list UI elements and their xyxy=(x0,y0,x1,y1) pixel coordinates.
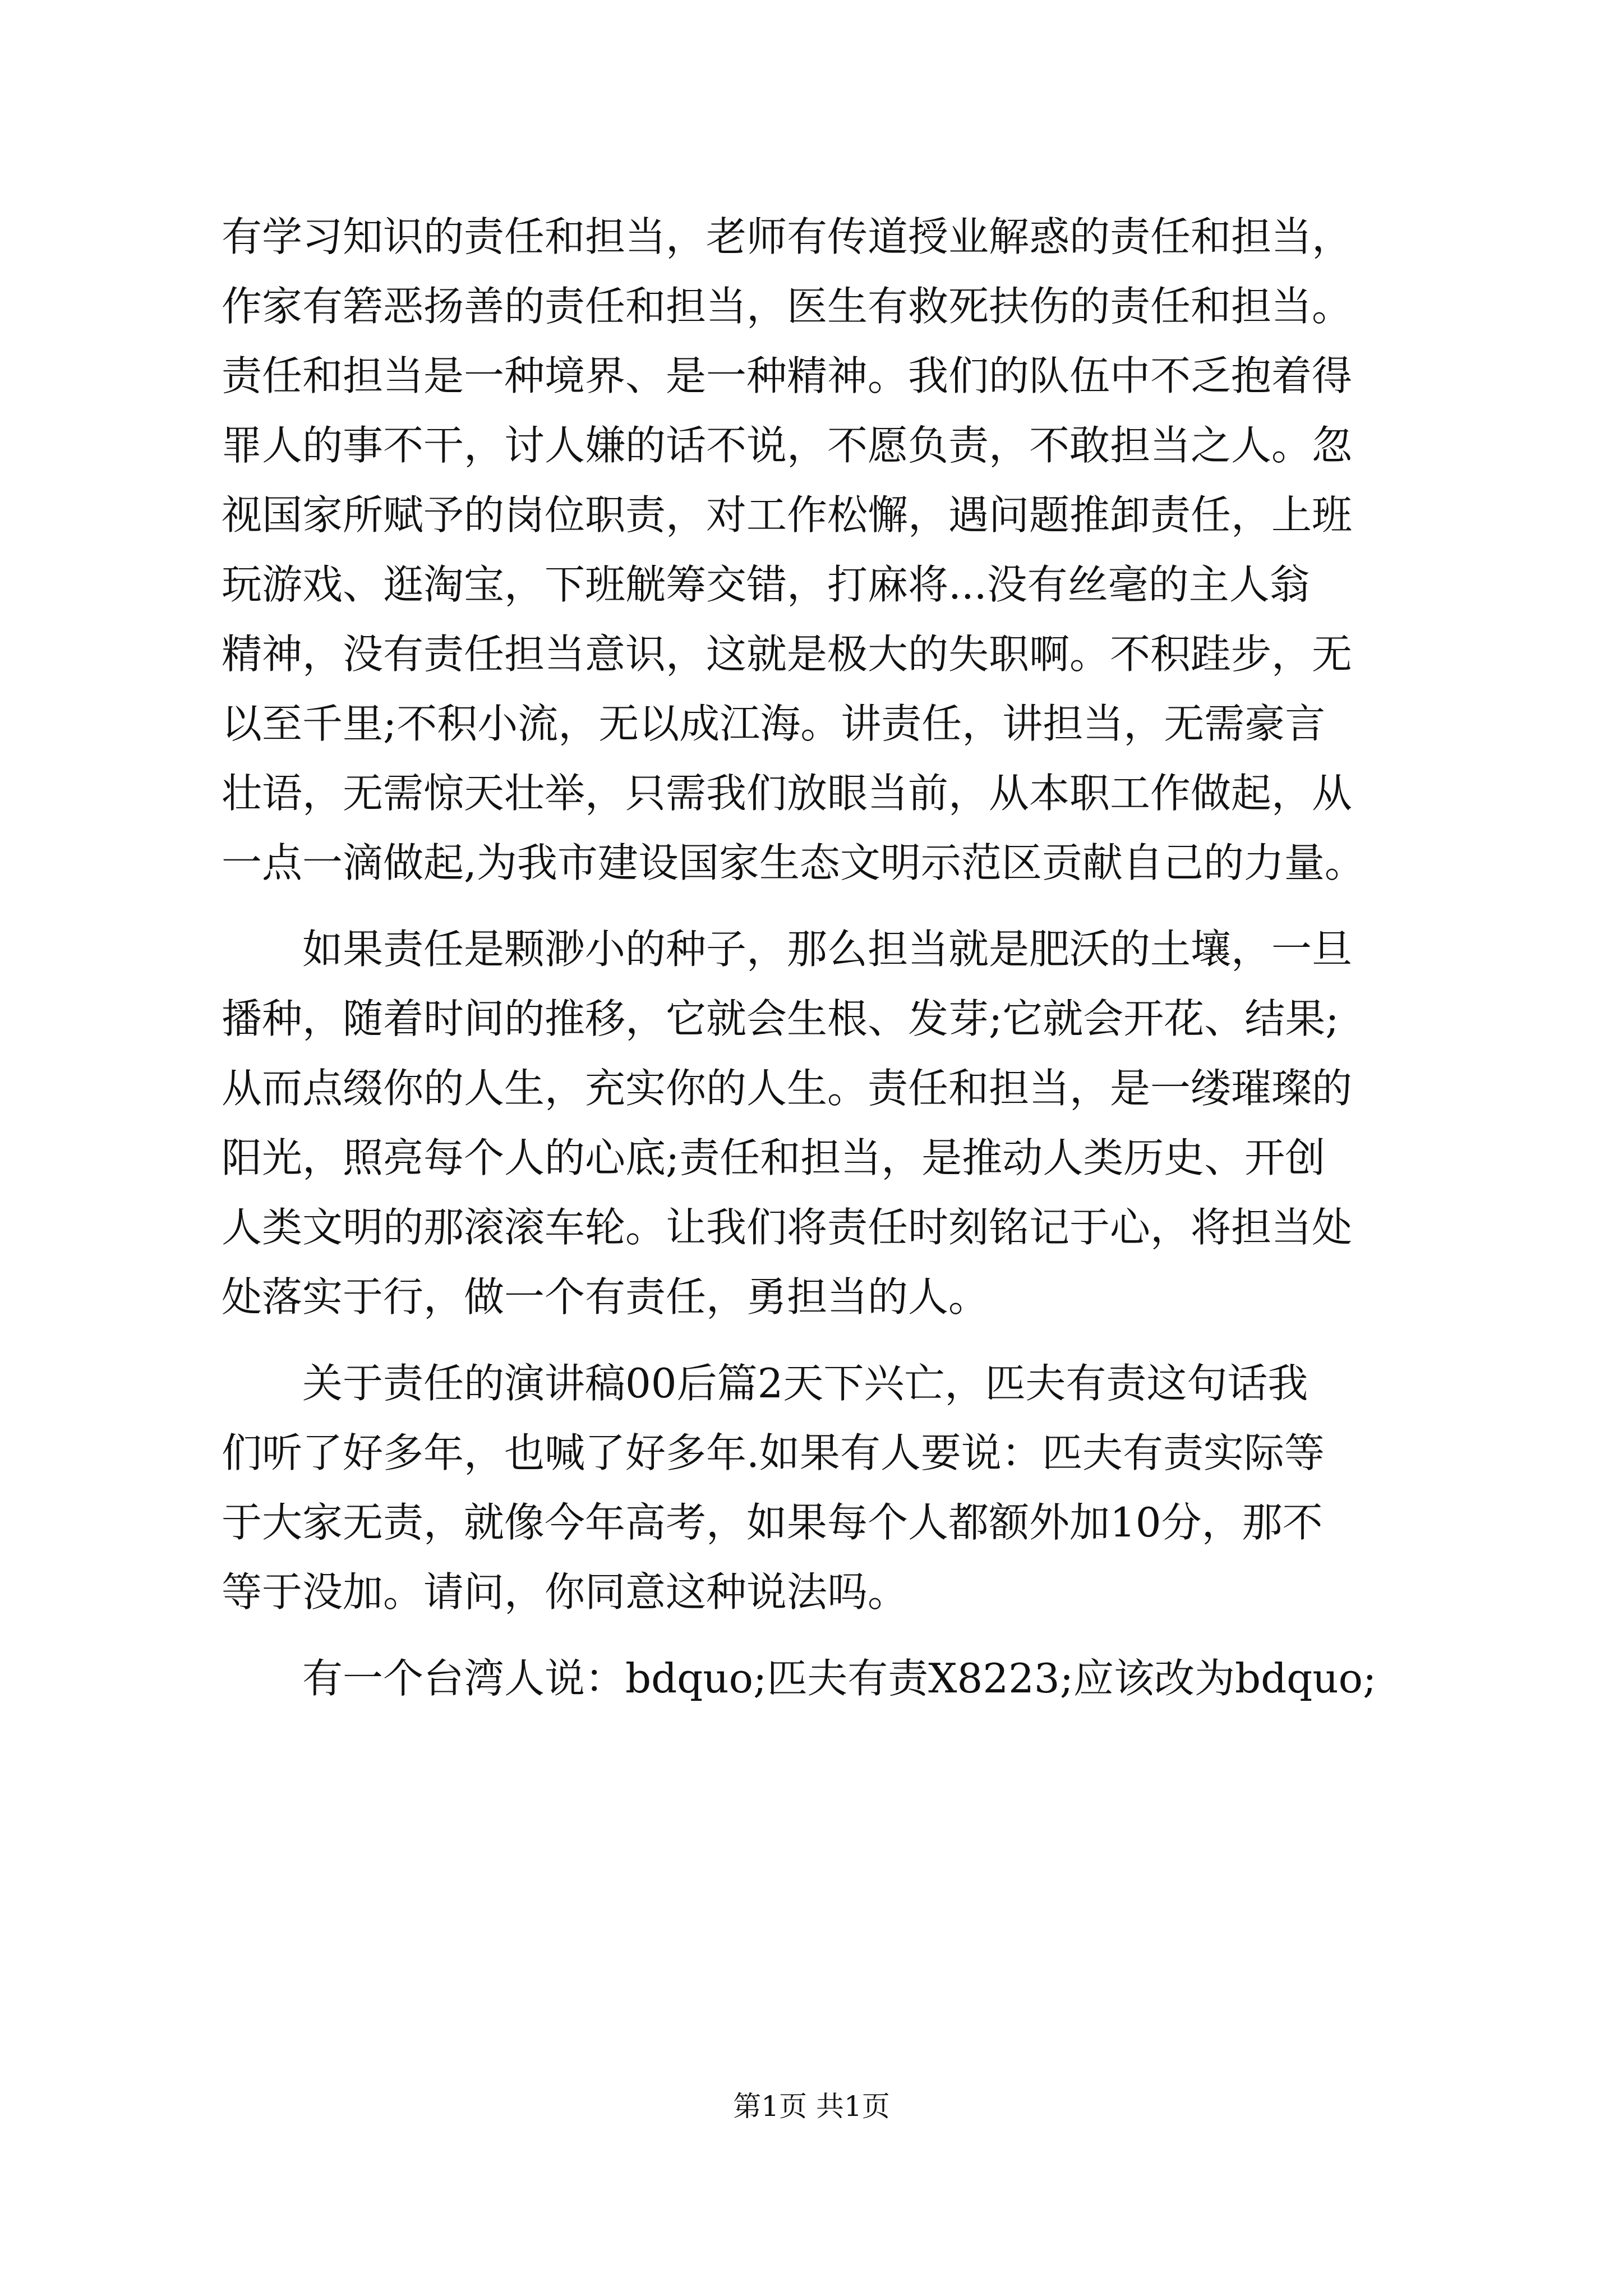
document-body xyxy=(222,202,1422,1713)
paragraph-2 xyxy=(222,914,1422,1332)
text-line: 精神，没有责任担当意识，这就是极大的失职啊。不积跬步，无 xyxy=(222,631,1353,678)
text-line: 以至千里;不积小流，无以成江海。讲责任，讲担当，无需豪言 xyxy=(222,700,1326,747)
text-line: 罪人的事不干，讨人嫌的话不说，不愿负责，不敢担当之人。忽 xyxy=(222,422,1353,469)
text-line: 责任和担当是一种境界、是一种精神。我们的队伍中不乏抱着得 xyxy=(222,352,1353,399)
text-line: 播种，随着时间的推移，它就会生根、发芽;它就会开花、结果; xyxy=(222,995,1339,1042)
text-line: 一点一滴做起,为我市建设国家生态文明示范区贡献自己的力量。 xyxy=(222,839,1365,886)
paragraph-spacer xyxy=(222,1627,1422,1644)
text-line: 作家有箬恶扬善的责任和担当，医生有救死扶伤的责任和担当。 xyxy=(222,283,1353,330)
paragraph-spacer xyxy=(222,1332,1422,1349)
text-line: 如果责任是颗渺小的种子，那么担当就是肥沃的土壤，一旦 xyxy=(302,926,1353,973)
paragraph-4 xyxy=(222,1644,1422,1713)
paragraph-spacer xyxy=(222,898,1422,914)
paragraph-1 xyxy=(222,202,1422,898)
text-line: 玩游戏、逛淘宝，下班觥筹交错，打麻将...没有丝毫的主人翁 xyxy=(222,561,1310,608)
text-line: 有一个台湾人说：bdquo;匹夫有责X8223;应该改为bdquo; xyxy=(302,1655,1377,1702)
text-line: 关于责任的演讲稿00后篇2天下兴亡，匹夫有责这句话我 xyxy=(302,1360,1308,1407)
text-line: 人类文明的那滚滚车轮。让我们将责任时刻铭记于心，将担当处 xyxy=(222,1204,1353,1251)
text-line: 处落实于行，做一个有责任，勇担当的人。 xyxy=(222,1273,989,1320)
text-line: 等于没加。请问，你同意这种说法吗。 xyxy=(222,1568,909,1616)
text-line: 有学习知识的责任和担当，老师有传道授业解惑的责任和担当， xyxy=(222,213,1353,260)
text-line: 们听了好多年，也喊了好多年.如果有人要说：匹夫有责实际等 xyxy=(222,1429,1325,1476)
text-line: 阳光，照亮每个人的心底;责任和担当，是推动人类历史、开创 xyxy=(222,1134,1326,1181)
text-line: 视国家所赋予的岗位职责，对工作松懈，遇问题推卸责任，上班 xyxy=(222,491,1353,539)
paragraph-3 xyxy=(222,1349,1422,1627)
text-line: 壮语，无需惊天壮举，只需我们放眼当前，从本职工作做起，从 xyxy=(222,770,1353,817)
text-line: 从而点缀你的人生，充实你的人生。责任和担当，是一缕璀璨的 xyxy=(222,1065,1353,1112)
text-line: 于大家无责，就像今年高考，如果每个人都额外加10分，那不 xyxy=(222,1499,1323,1546)
page-footer: 第1页 共1页 xyxy=(733,2090,890,2123)
